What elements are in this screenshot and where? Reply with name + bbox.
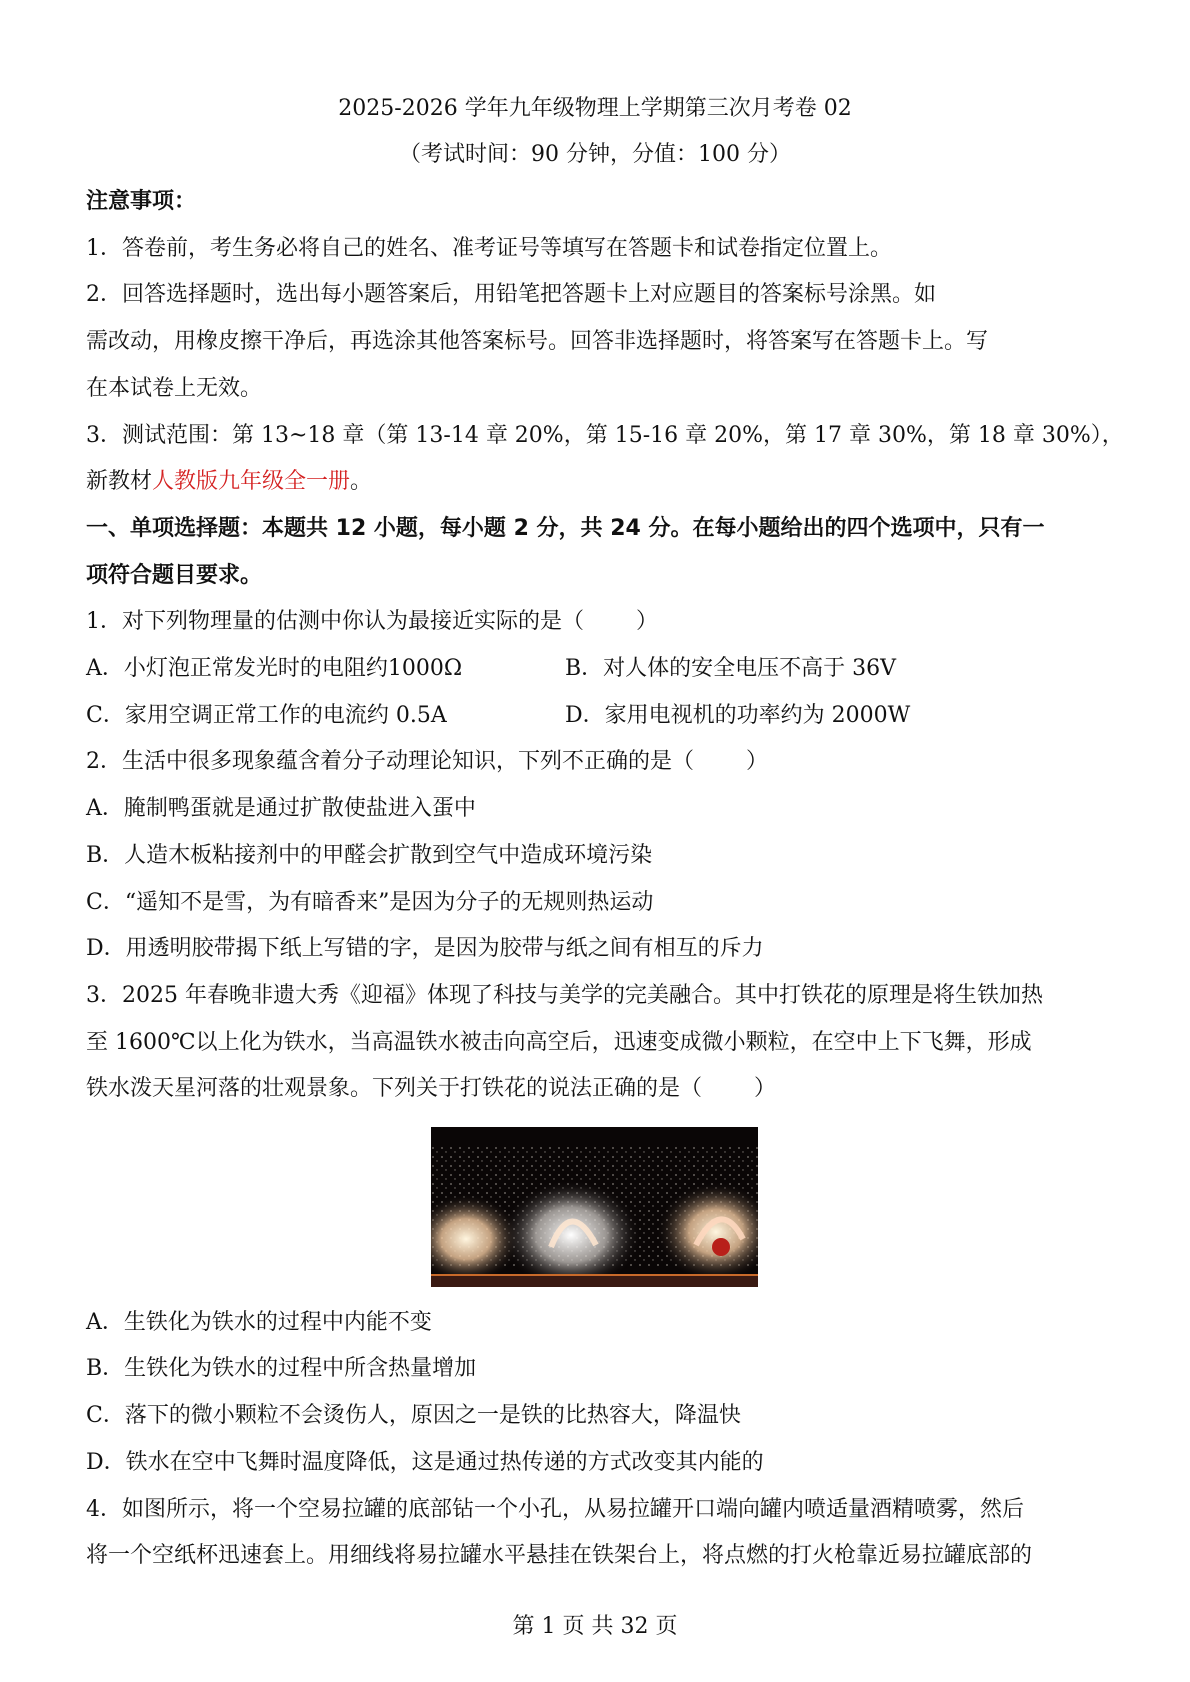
q1-option-b: B．对人体的安全电压不高于 36V	[565, 656, 897, 681]
section-1-heading-line-1: 一、单项选择题：本题共 12 小题，每小题 2 分，共 24 分。在每小题给出的四个选项中，只有一	[86, 516, 1045, 541]
textbook-highlight: 人教版九年级全一册	[152, 469, 351, 494]
q3-stem-line-1: 3．2025 年春晚非遗大秀《迎福》体现了科技与美学的完美融合。其中打铁花的原理是将生铁加热	[86, 983, 1043, 1008]
q3-stem-line-2: 至 1600℃以上化为铁水，当高温铁水被击向高空后，迅速变成微小颗粒，在空中上下飞舞，形成	[86, 1030, 1032, 1055]
page-number: 第 1 页 共 32 页	[512, 1614, 678, 1639]
q3-option-d: D．铁水在空中飞舞时温度降低，这是通过热传递的方式改变其内能的	[86, 1450, 764, 1475]
iron-flower-photo	[431, 1127, 758, 1287]
q1-option-c: C．家用空调正常工作的电流约 0.5A	[86, 703, 447, 728]
notice-item-1: 1．答卷前，考生务必将自己的姓名、准考证号等填写在答题卡和试卷指定位置上。	[86, 236, 892, 261]
notice-item-3-line-1: 3．测试范围：第 13~18 章（第 13-14 章 20%，第 15-16 章 20%，第 17 章 30%，第 18 章 30%），	[86, 423, 1124, 448]
textbook-prefix: 新教材	[86, 469, 153, 494]
notice-item-3-line-2	[86, 467, 1106, 497]
q1-option-d: D．家用电视机的功率约为 2000W	[565, 703, 911, 728]
q2-stem-text: 2．生活中很多现象蕴含着分子动理论知识，下列不正确的是（	[86, 749, 694, 774]
exam-subtitle: （考试时间：90 分钟，分值：100 分）	[399, 142, 791, 167]
q4-stem-line-2: 将一个空纸杯迅速套上。用细线将易拉罐水平悬挂在铁架台上，将点燃的打火枪靠近易拉罐底部的	[86, 1543, 1033, 1568]
q2-option-d: D．用透明胶带揭下纸上写错的字，是因为胶带与纸之间有相互的斥力	[86, 936, 764, 961]
q3-stem-line-3	[86, 1074, 1106, 1104]
exam-title: 2025-2026 学年九年级物理上学期第三次月考卷 02	[338, 96, 852, 121]
q3-stem-text: 铁水泼天星河落的壮观景象。下列关于打铁花的说法正确的是（	[86, 1076, 703, 1101]
q2-stem	[86, 747, 1106, 777]
q1-options-row-2	[86, 701, 1106, 731]
q2-stem-close: ）	[746, 749, 769, 774]
iron-flower-illustration	[431, 1127, 758, 1287]
q1-stem-close: ）	[636, 609, 659, 634]
q1-stem-text: 1．对下列物理量的估测中你认为最接近实际的是（	[86, 609, 584, 634]
section-1-heading-line-2: 项符合题目要求。	[86, 563, 263, 588]
notice-item-2-line-1: 2．回答选择题时，选出每小题答案后，用铅笔把答题卡上对应题目的答案标号涂黑。如	[86, 282, 936, 307]
q3-stem-close: ）	[754, 1076, 777, 1101]
notice-item-2-line-3: 在本试卷上无效。	[86, 376, 263, 401]
textbook-suffix: 。	[350, 469, 373, 494]
q1-options-row-1	[86, 654, 1106, 684]
q3-option-a: A．生铁化为铁水的过程中内能不变	[86, 1310, 432, 1335]
q2-option-b: B．人造木板粘接剂中的甲醛会扩散到空气中造成环境污染	[86, 843, 653, 868]
q1-stem	[86, 607, 1106, 637]
q2-option-c: C．“遥知不是雪，为有暗香来”是因为分子的无规则热运动	[86, 890, 654, 915]
q4-stem-line-1: 4．如图所示，将一个空易拉罐的底部钻一个小孔，从易拉罐开口端向罐内喷适量酒精喷雾，然后	[86, 1497, 1025, 1522]
q1-option-a: A．小灯泡正常发光时的电阻约1000Ω	[86, 656, 463, 681]
q3-option-c: C．落下的微小颗粒不会烫伤人，原因之一是铁的比热容大，降温快	[86, 1403, 741, 1428]
notice-heading: 注意事项：	[86, 189, 197, 214]
q3-option-b: B．生铁化为铁水的过程中所含热量增加	[86, 1356, 477, 1381]
notice-item-2-line-2: 需改动，用橡皮擦干净后，再选涂其他答案标号。回答非选择题时，将答案写在答题卡上。写	[86, 329, 989, 354]
q2-option-a: A．腌制鸭蛋就是通过扩散使盐进入蛋中	[86, 796, 476, 821]
